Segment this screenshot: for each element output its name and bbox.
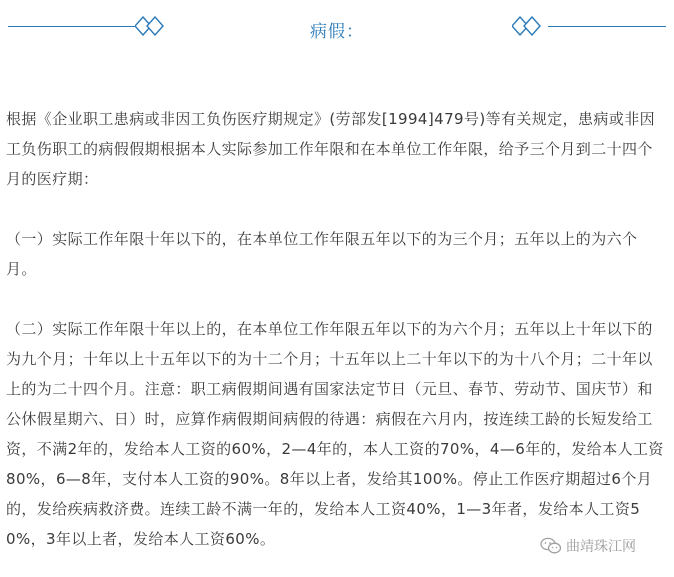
article-body	[6, 104, 668, 554]
watermark	[540, 536, 636, 556]
rule-paragraph-two: （二）实际工作年限十年以上的，在本单位工作年限五年以下的为六个月；五年以上十年以下的为九个月；十年以上十五年以下的为十二个月；十五年以上二十年以下的为十八个月；二十年以上的为二十四个月。注意：职工病假期间遇有国家法定节日（元旦、春节、劳动节、国庆节）和公休假星期六、日）时，应算作病假期间病假的待遇：病假在六月内，按连续工龄的长短发给工资，不满2年的，发给本人工资的60%，2—4年的，本人工资的70%，4—6年的，发给本人工资80%，6—8年，支付本人工资的90%。8年以上者，发给其100%。停止工作医疗期超过6个月的，发给疾病救济费。连续工龄不满一年的，发给本人工资40%，1—3年者，发给本人工资50%，3年以上者，发给本人工资60%。	[6, 320, 664, 548]
double-diamond-icon	[512, 16, 542, 36]
watermark-text: 曲靖珠江网	[566, 539, 636, 555]
section-header	[0, 0, 674, 56]
section-title: 病假：	[310, 22, 364, 42]
rule-paragraph-one: （一）实际工作年限十年以下的，在本单位工作年限五年以下的为三个月；五年以上的为六个月。	[6, 230, 638, 278]
intro-paragraph: 根据《企业职工患病或非因工负伤医疗期规定》(劳部发[1994]479号)等有关规定，患病或非因工负伤职工的病假假期根据本人实际参加工作年限和在本单位工作年限，给予三个月到二十四个月的医疗期：	[6, 110, 656, 188]
header-rule-right	[548, 26, 666, 27]
wechat-icon	[540, 537, 562, 555]
